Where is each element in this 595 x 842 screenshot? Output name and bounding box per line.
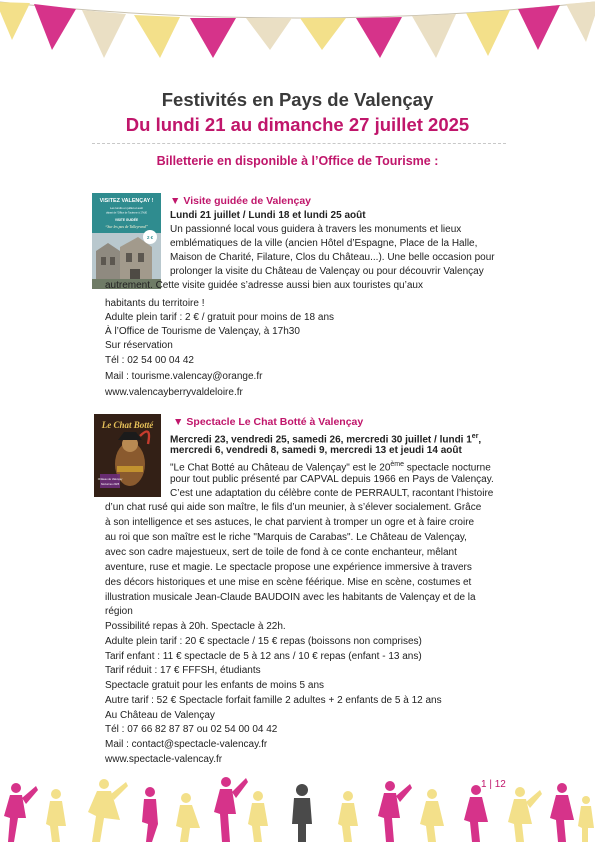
dancer-figure bbox=[464, 785, 488, 842]
visit-location: À l’Office de Tourisme de Valençay, à 17h30 bbox=[105, 326, 300, 337]
dancer-figure bbox=[176, 793, 200, 842]
show-email[interactable]: Mail : contact@spectacle-valencay.fr bbox=[105, 739, 268, 750]
visit-poster-image bbox=[92, 193, 161, 289]
visit-body-line: Maison de Charité, Filature, Clos du Château...). Une belle occasion pour bbox=[170, 252, 495, 263]
visit-website[interactable]: www.valencayberryvaldeloire.fr bbox=[105, 387, 243, 398]
show-price-family: Autre tarif : 52 € Spectacle forfait famille 2 adultes + 2 enfants de 5 à 12 ans bbox=[105, 695, 442, 706]
show-intro-b: spectacle nocturne bbox=[404, 462, 491, 474]
show-body-line: à son intelligence et ses astuces, le chat parvient à tromper un ogre et à faire croire bbox=[105, 517, 475, 528]
bunting-decoration bbox=[0, 0, 595, 62]
ticketing-heading: Billetterie en disponible à l’Office de Tourisme : bbox=[156, 154, 439, 168]
show-price-reduced: Tarif réduit : 17 € FFFSH, étudiants bbox=[105, 665, 261, 676]
dancer-figure bbox=[46, 789, 66, 842]
dancer-figure bbox=[4, 783, 38, 842]
visit-booking: Sur réservation bbox=[105, 340, 173, 351]
bunting-flag bbox=[134, 15, 180, 58]
bunting-flag bbox=[412, 14, 456, 58]
show-dates-text: Mercredi 23, vendredi 25, samedi 26, mercredi 30 juillet / lundi 1 bbox=[170, 434, 472, 446]
bunting-flag bbox=[246, 18, 292, 50]
poster-heading: VISITEZ VALENÇAY ! bbox=[99, 198, 154, 204]
dancer-figure bbox=[88, 779, 128, 842]
show-body-line: avec son cadre majestueux, sert de toile de fond à ce conte enchanteur, mêlant bbox=[105, 547, 457, 558]
poster-line2: départ de l’Office de Tourisme à 17h30 bbox=[106, 211, 147, 215]
show-free: Spectacle gratuit pour les enfants de moins 5 ans bbox=[105, 680, 325, 691]
visit-body-line: habitants du territoire ! bbox=[105, 298, 205, 309]
poster-script: “Sur les pas de Talleyrand” bbox=[105, 225, 148, 229]
chat-botte-poster-image bbox=[94, 414, 161, 497]
show-section-title bbox=[173, 416, 363, 428]
show-phone: Tél : 07 66 82 87 87 ou 02 54 00 04 42 bbox=[105, 724, 278, 735]
visit-body-line: emblématiques de la ville (ancien Hôtel d’Espagne, Place de la Halle, bbox=[170, 238, 478, 249]
dancer-figure bbox=[214, 777, 248, 842]
visit-price: Adulte plein tarif : 2 € / gratuit pour moins de 18 ans bbox=[105, 312, 335, 323]
page-dates: Du lundi 21 au dimanche 27 juillet 2025 bbox=[125, 114, 470, 135]
dancer-figure bbox=[420, 789, 444, 842]
dancer-figure bbox=[550, 783, 574, 842]
show-dates-line2: mercredi 6, vendredi 8, samedi 9, mercredi 13 et jeudi 14 août bbox=[170, 445, 462, 456]
bunting-flag bbox=[190, 18, 236, 58]
poster-line2: Nocturnes 2025 bbox=[100, 483, 120, 486]
show-body-line: d’un chat rusé qui aide son maître, le fils d’un meunier, à s’élever socialement. Grâce bbox=[105, 502, 482, 513]
visit-body-line: Un passionné local vous guidera à travers les monuments et lieux bbox=[170, 224, 462, 235]
bunting-flag bbox=[34, 4, 76, 50]
poster-line1: Château de Valençay bbox=[97, 478, 123, 481]
dancer-figure bbox=[142, 787, 158, 842]
visit-title-text: Visite guidée de Valençay bbox=[183, 195, 312, 207]
triangle-down-icon: ▼ bbox=[170, 195, 181, 207]
bunting-flag bbox=[300, 18, 346, 50]
show-body-line: aventure, ruse et magie. Le spectacle propose une expérience immersive à travers bbox=[105, 562, 472, 573]
bunting-flag bbox=[0, 2, 30, 40]
poster-line1: Les lundis en juillet et août bbox=[110, 206, 143, 210]
dashed-divider bbox=[92, 143, 506, 144]
show-schedule: Possibilité repas à 20h. Spectacle à 22h. bbox=[105, 621, 286, 632]
dancer-figure bbox=[338, 791, 358, 842]
show-dates-end: , bbox=[478, 434, 482, 446]
show-price-adult: Adulte plein tarif : 20 € spectacle / 15 € repas (boissons non comprises) bbox=[105, 636, 422, 647]
poster-badge: 2 € bbox=[146, 235, 154, 240]
show-intro-sup: ème bbox=[390, 461, 405, 468]
show-intro-a: "Le Chat Botté au Château de Valençay" est le 20 bbox=[170, 462, 391, 474]
bunting-flag bbox=[566, 1, 595, 42]
show-body-line: au roi que son maître est le riche "Marquis de Carabas". Le Château de Valençay, bbox=[105, 532, 467, 543]
visit-body-line: prolonger la visite du Château de Valençay ou pour découvrir Valençay bbox=[170, 266, 484, 277]
visit-dates: Lundi 21 juillet / Lundi 18 et lundi 25 août bbox=[170, 210, 366, 221]
bunting-flag bbox=[82, 10, 126, 58]
show-body-line: pour tout public présenté par CAPVAL depuis 1966 en Pays de Valençay. bbox=[170, 474, 494, 485]
triangle-down-icon: ▼ bbox=[173, 416, 184, 428]
poster-title: Le Chat Botté bbox=[101, 420, 154, 430]
dancer-figure bbox=[292, 784, 312, 842]
page-title: Festivités en Pays de Valençay bbox=[161, 89, 434, 110]
dancer-figure bbox=[248, 791, 268, 842]
visit-section-title bbox=[170, 195, 311, 207]
dancer-figure bbox=[578, 796, 594, 842]
show-price-child: Tarif enfant : 11 € spectacle de 5 à 12 ans / 10 € repas (enfant - 13 ans) bbox=[105, 651, 422, 662]
page-number: 1 | 12 bbox=[481, 779, 506, 790]
show-body-line: C’est une adaptation du célèbre conte de PERRAULT, racontant l’histoire bbox=[170, 488, 494, 499]
show-dates-sup: er bbox=[471, 433, 479, 440]
bunting-flag bbox=[466, 10, 510, 56]
visit-body-line: autrement. Cette visite guidée s’adresse aussi bien aux touristes qu’aux bbox=[105, 280, 423, 291]
bunting-flag bbox=[518, 5, 560, 50]
show-body-line: région bbox=[105, 606, 133, 617]
visit-email[interactable]: Mail : tourisme.valencay@orange.fr bbox=[105, 371, 263, 382]
show-title-text: Spectacle Le Chat Botté à Valençay bbox=[186, 416, 364, 428]
show-body-line: des décors historiques et une mise en scène féérique. Mise en scène, costumes et bbox=[105, 577, 472, 588]
show-website[interactable]: www.spectacle-valencay.fr bbox=[105, 754, 223, 765]
bunting-flag bbox=[356, 17, 402, 58]
dancer-figure bbox=[378, 781, 412, 842]
poster-line3: VISITE GUIDÉE bbox=[114, 218, 139, 222]
visit-phone: Tél : 02 54 00 04 42 bbox=[105, 355, 194, 366]
dancer-figure bbox=[508, 787, 542, 842]
show-body-line: illustration musicale Jean-Claude BAUDOIN avec les habitants de Valençay et de la bbox=[105, 592, 476, 603]
show-location: Au Château de Valençay bbox=[105, 710, 215, 721]
